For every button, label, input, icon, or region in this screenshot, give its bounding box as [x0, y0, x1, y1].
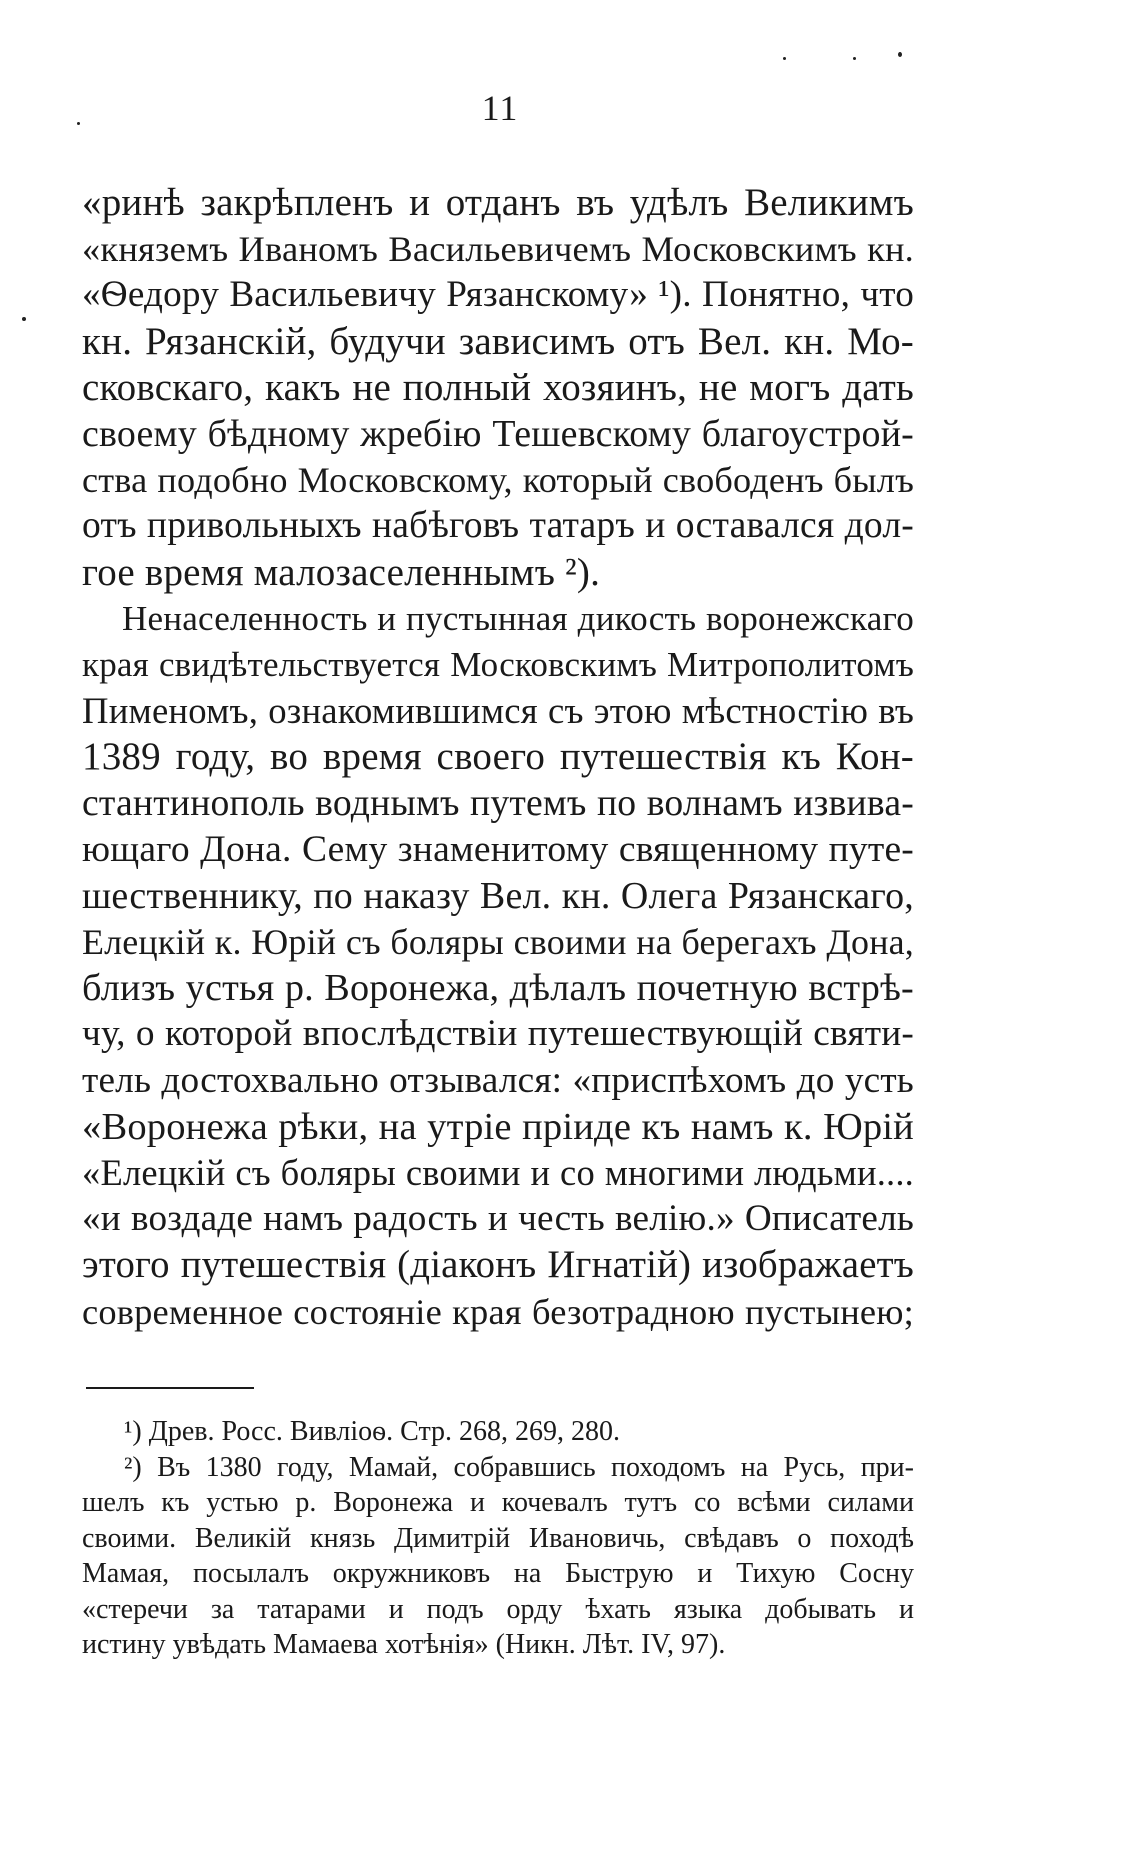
body-line: «Елецкій съ боляры своими и со многими людьми.... [82, 1151, 914, 1193]
body-line: «княземъ Иваномъ Васильевичемъ Московскимъ кн. [82, 229, 914, 270]
body-line: тель достохвально отзывался: «приспѣхомъ до усть [82, 1059, 914, 1101]
footnote-divider [86, 1387, 254, 1389]
footnote-2-line: шелъ къ устью р. Воронежа и кочевалъ тутъ со всѣми силами [82, 1487, 914, 1518]
print-speck [853, 57, 856, 60]
footnotes [82, 1414, 914, 1663]
footnote-2-line: «стеречи за татарами и подъ орду ѣхать языка добывать и [82, 1593, 914, 1625]
body-line: 1389 году, во время своего путешествія къ Кон- [82, 735, 914, 779]
body-line: близъ устья р. Воронежа, дѣлалъ почетную встрѣ- [82, 967, 914, 1010]
body-line: ства подобно Московскому, который свободенъ былъ [82, 460, 914, 501]
body-line: сковскаго, какъ не полный хозяинъ, не могъ дать [82, 365, 914, 409]
print-speck [783, 57, 786, 60]
footnote-1: ¹) Древ. Росс. Вивліоѳ. Стр. 268, 269, 280. [124, 1416, 621, 1447]
page-number: 11 [481, 88, 519, 128]
body-line: Елецкій к. Юрій съ боляры своими на берегахъ Дона, [82, 922, 914, 962]
body-line: современное состояніе края безотрадною пустынею; [82, 1291, 914, 1332]
body-line: «ринѣ закрѣпленъ и отданъ въ удѣлъ Великимъ [82, 181, 914, 224]
body-line: кн. Рязанскій, будучи зависимъ отъ Вел. кн. Мо- [82, 319, 914, 363]
body-line: своему бѣдному жребію Тешевскому благоустрой- [82, 412, 914, 455]
body-text [82, 180, 914, 1335]
print-speck [898, 52, 902, 57]
body-line: гое время малозаселеннымъ ²). [82, 550, 601, 594]
body-line: «Воронежа рѣки, на утріе пріиде къ намъ к. Юрій [82, 1105, 914, 1148]
paragraph-start-line: Ненаселенность и пустынная дикость воронежскаго [122, 598, 914, 638]
body-line: «и воздаде намъ радость и честь велію.» Описатель [82, 1198, 914, 1240]
footnote-2-line: своими. Великій князь Димитрій Ивановичь, свѣдавъ о походѣ [82, 1522, 914, 1554]
body-line: отъ привольныхъ набѣговъ татаръ и оставался дол- [82, 505, 914, 547]
print-speck [22, 317, 26, 321]
body-line: этого путешествія (діаконъ Игнатій) изображаетъ [82, 1243, 914, 1287]
body-line: шественнику, по наказу Вел. кн. Олега Рязанскаго, [82, 874, 914, 917]
footnote-2-line: ²) Въ 1380 году, Мамай, собравшись походомъ на Русь, при- [124, 1451, 914, 1483]
body-line: ющаго Дона. Сему знаменитому священному путе- [82, 828, 914, 870]
body-line: Пименомъ, ознакомившимся съ этою мѣстностію въ [82, 690, 914, 732]
footnote-2-line: Мамая, посылалъ окружниковъ на Быструю и Тихую Сосну [82, 1558, 914, 1589]
footnote-2-line: истину увѣдать Мамаева хотѣнія» (Никн. Лѣт. IV, 97). [82, 1629, 726, 1660]
body-line: стантинополь воднымъ путемъ по волнамъ извива- [82, 782, 914, 825]
body-line: края свидѣтельствуется Московскимъ Митрополитомъ [82, 644, 914, 684]
body-line: чу, о которой впослѣдствіи путешествующій святи- [82, 1013, 914, 1055]
body-line: «Ѳедору Васильевичу Рязанскому» ¹). Понятно, что [82, 274, 914, 316]
